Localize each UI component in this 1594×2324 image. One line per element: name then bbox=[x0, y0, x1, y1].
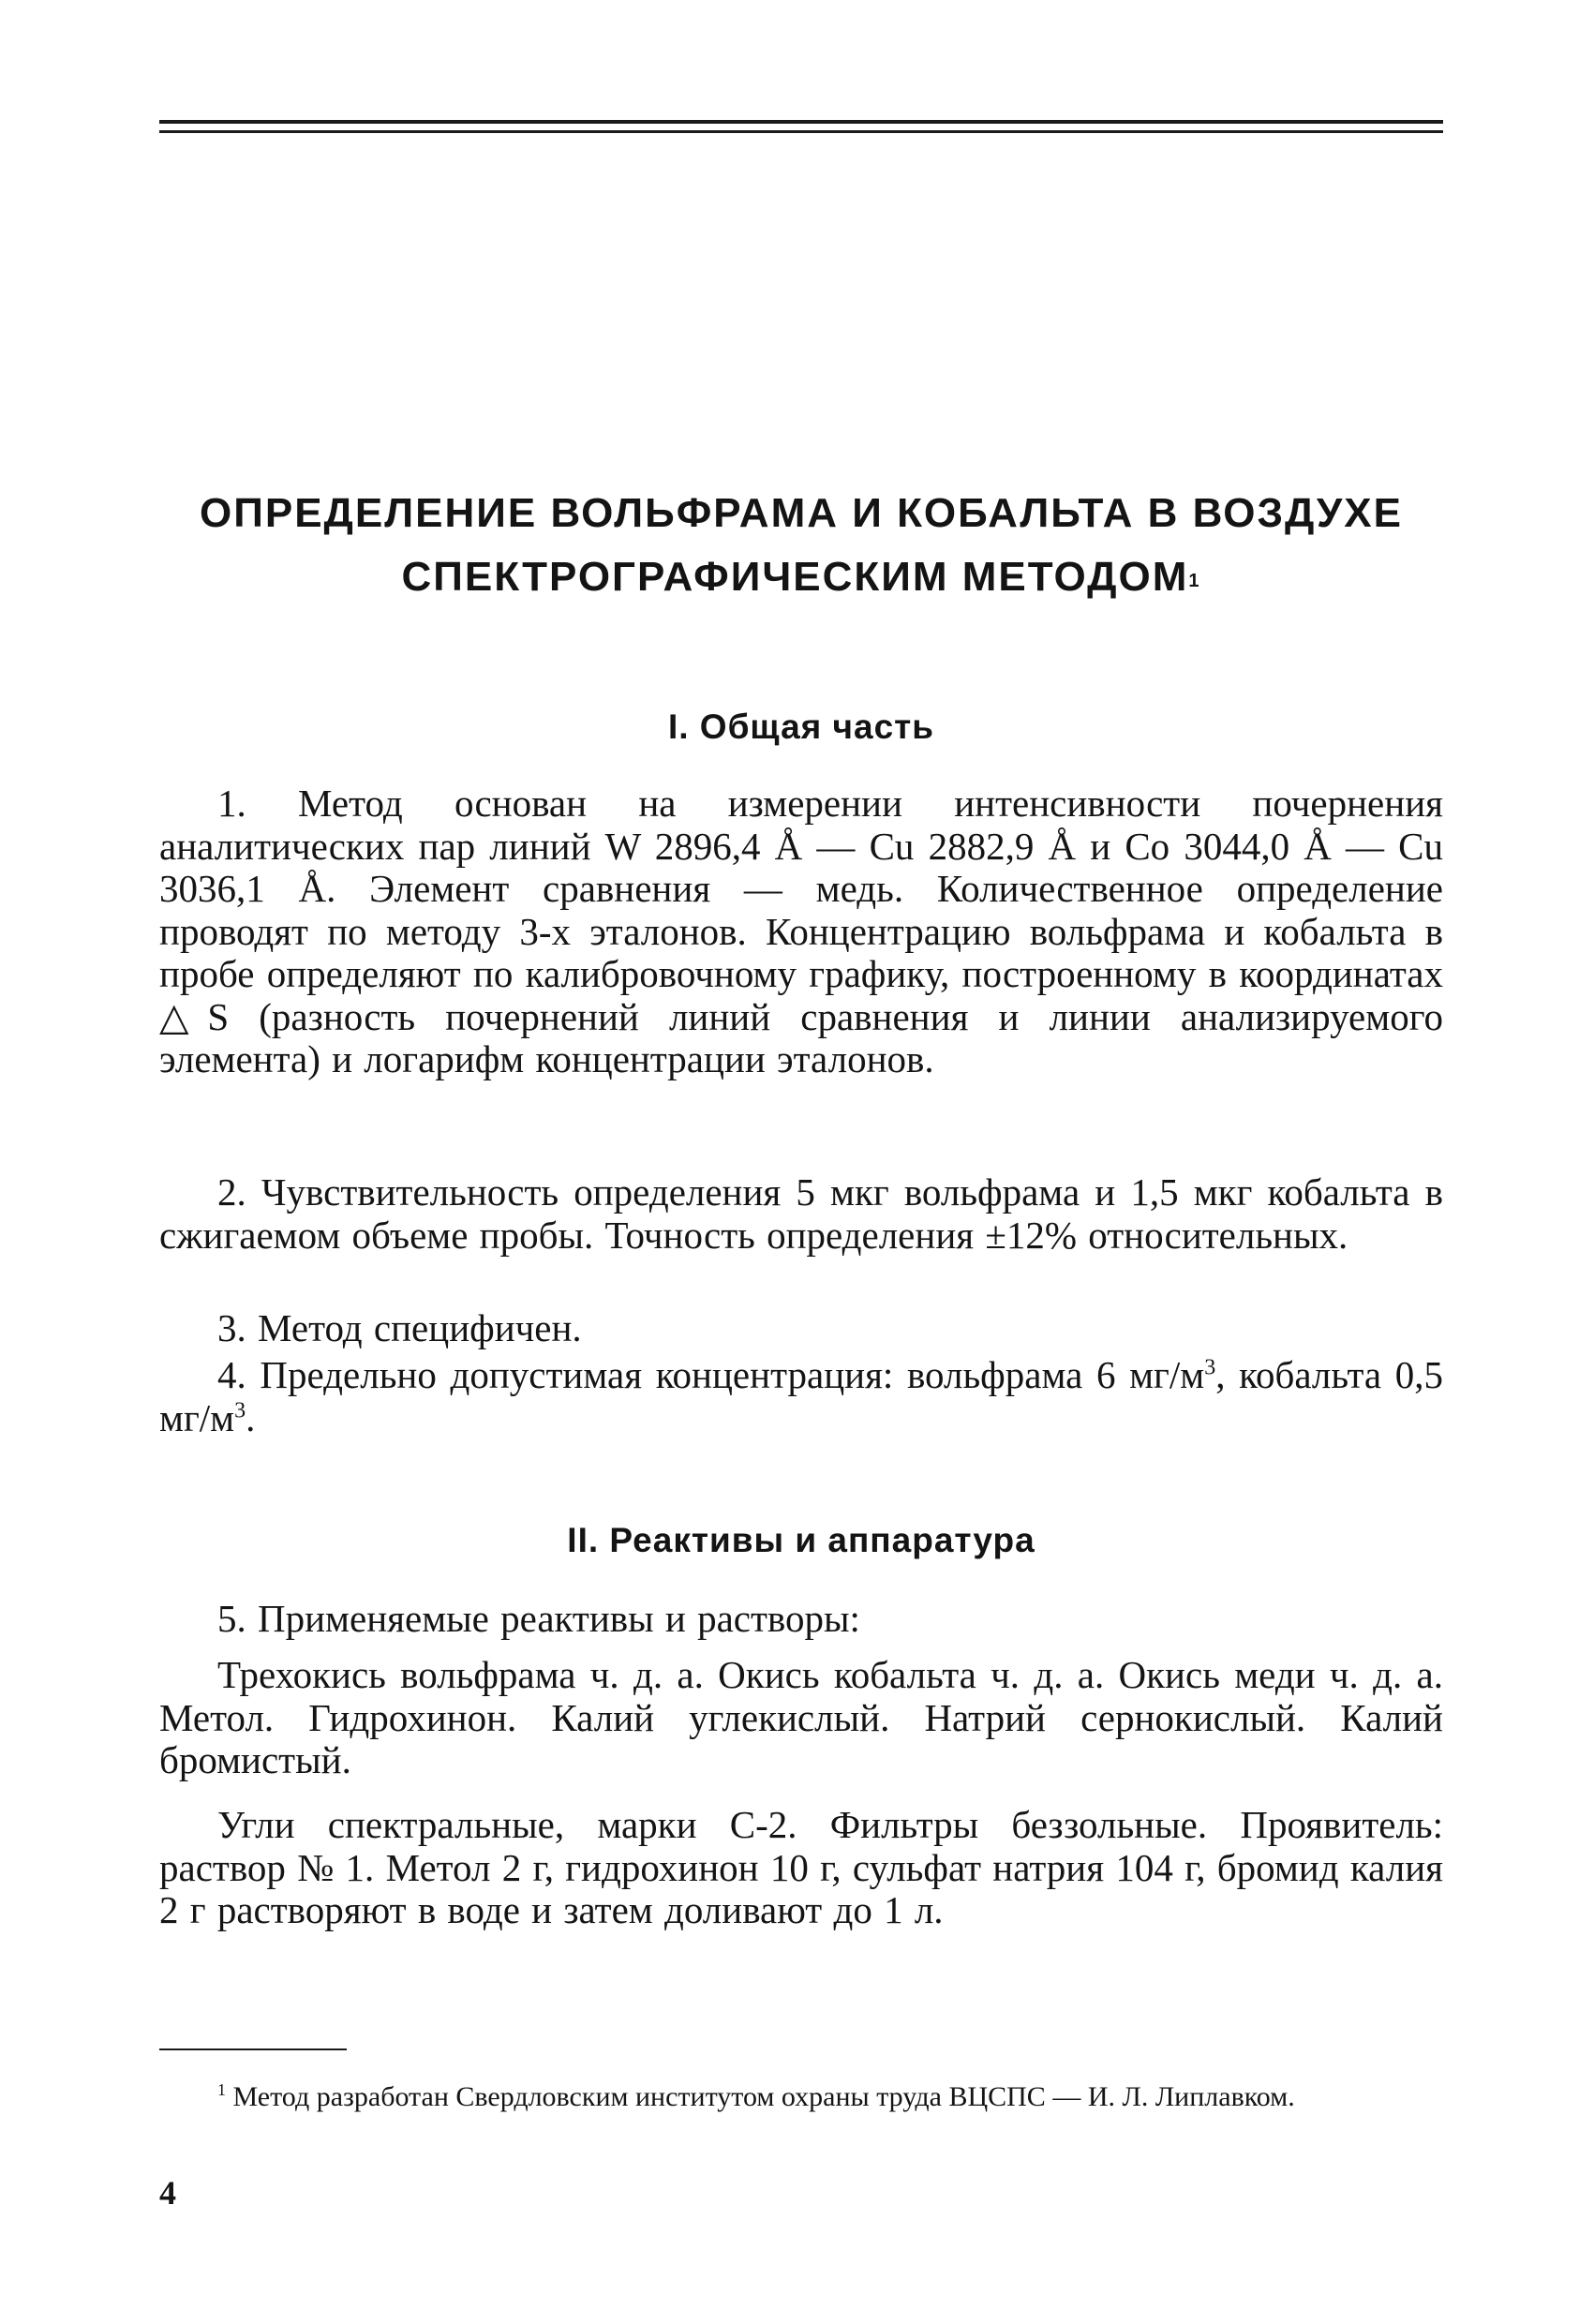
paragraph-4 bbox=[159, 1354, 1443, 1439]
page-title-line-2 bbox=[159, 551, 1443, 603]
section-heading-reagents: II. Реактивы и аппаратура bbox=[567, 1521, 1035, 1559]
unit-exponent: 3 bbox=[1204, 1355, 1216, 1380]
paragraph-4-part-a: 4. Предельно допустимая концентрация: вольфрама 6 мг/м bbox=[217, 1353, 1205, 1396]
paragraph-7: Угли спектральные, марки С-2. Фильтры беззольные. Проявитель: раствор № 1. Метол 2 г, гидрохинон 10 г, сульфат натрия 104 г, бромид калия 2 г растворяют в воде и затем доливают до 1 л. bbox=[159, 1803, 1443, 1931]
footnote bbox=[159, 2071, 1443, 2116]
paragraph-4-part-b: , кобальта 0,5 мг/м bbox=[159, 1353, 1443, 1439]
footnote-text: Метод разработан Свердловским институтом охраны труда ВЦСПС — И. Л. Липлавком. bbox=[232, 2081, 1295, 2112]
top-rule-double bbox=[159, 130, 1443, 133]
section-heading-general: I. Общая часть bbox=[667, 708, 935, 746]
footnote-mark: 1 bbox=[217, 2080, 226, 2099]
paragraph-6: Трехокись вольфрама ч. д. а. Окись кобальта ч. д. а. Окись меди ч. д. а. Метол. Гидрохинон. Калий углекислый. Натрий сернокислый. Калий бромистый. bbox=[159, 1653, 1443, 1781]
footnote-separator bbox=[159, 2048, 347, 2050]
paragraph-5: 5. Применяемые реактивы и растворы: bbox=[217, 1597, 860, 1640]
paragraph-3: 3. Метод специфичен. bbox=[217, 1306, 582, 1349]
paragraph-2: 2. Чувствительность определения 5 мкг вольфрама и 1,5 мкг кобальта в сжигаемом объеме пробы. Точность определения ±12% относительных. bbox=[159, 1170, 1443, 1257]
page-title-line-2-text: СПЕКТРОГРАФИЧЕСКИМ МЕТОДОМ bbox=[401, 554, 1189, 600]
paragraph-1: 1. Метод основан на измерении интенсивности почернения аналитических пар линий W 2896,4 Å — Cu 2882,9 Å и Co 3044,0 Å — Cu 3036,1 Å. Элемент сравнения — медь. Количественное определение проводят по методу 3-х эталонов. Концентрацию вольфрама и кобальта в пробе определяют по калибровочному графику, построенному в координатах △S (разность почернений линий сравнения и линии анализируемого элемента) и логарифм концентрации эталонов. bbox=[159, 782, 1443, 1080]
page-title-line-1: ОПРЕДЕЛЕНИЕ ВОЛЬФРАМА И КОБАЛЬТА В ВОЗДУХЕ bbox=[200, 490, 1403, 536]
top-rule bbox=[159, 120, 1443, 124]
title-footnote-mark[interactable]: 1 bbox=[1188, 571, 1201, 591]
paragraph-4-part-c: . bbox=[246, 1395, 256, 1439]
unit-exponent: 3 bbox=[234, 1397, 246, 1423]
page-number: 4 bbox=[159, 2174, 176, 2212]
